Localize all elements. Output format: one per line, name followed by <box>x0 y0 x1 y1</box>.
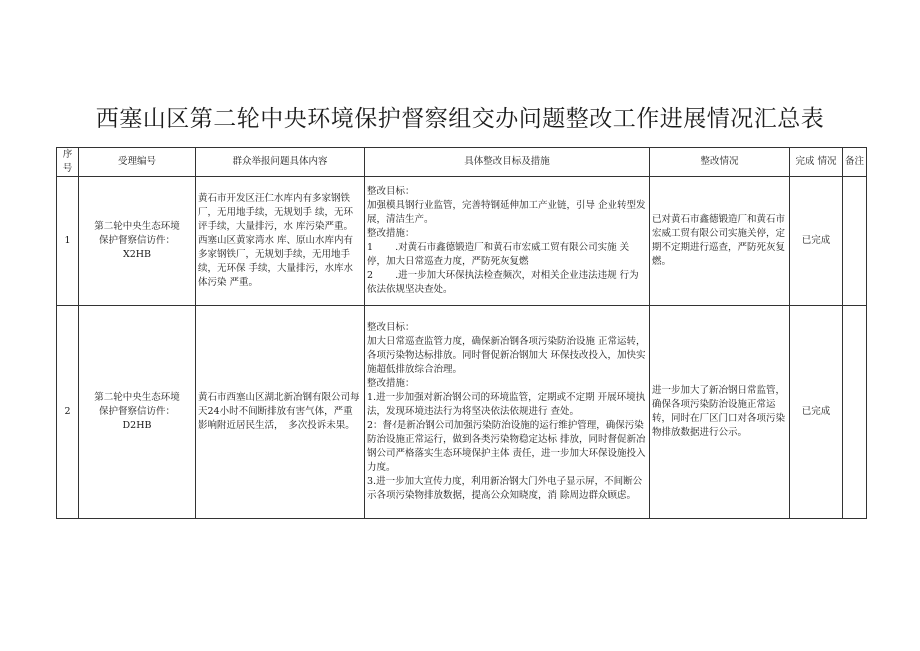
row-status: 进一步加大了新冶钢日常监管，确保各项污染防治设施正常运转，同时在厂区门口对各项污染物排放数据进行公示。 <box>650 306 790 519</box>
case-no-line: 保护督察信访件： <box>98 406 175 417</box>
measure-line: 整改目标： <box>367 322 415 333</box>
measure-line: 3.进一步加大宣传力度，利用新冶钢大门外电子显示屏，不间断公示各项污染物排放数据，提高公众知晓度，消 除周边群众顾虑。 <box>367 476 643 501</box>
header-done: 完成 情况 <box>790 148 843 177</box>
row-measures <box>365 306 650 519</box>
case-no-line: 第二轮中央生态环境 <box>94 221 180 232</box>
row-done: 已完成 <box>790 177 843 306</box>
row-seq: 1 <box>57 177 79 306</box>
header-note: 备注 <box>843 148 867 177</box>
case-no-line: D2HB <box>122 420 152 431</box>
measure-line: 加强模具钢行业监管，完善特钢延伸加工产业链，引导 企业转型发展，清洁生产。 <box>367 200 646 225</box>
measure-line: 加大日常巡查监管力度，确保新冶钢各项污染防治设施 正常运转，各项污染物达标排放。同时督促新冶钢加大 环保技改投入，加快实施超低排放综合治理。 <box>367 336 646 375</box>
row-note <box>843 306 867 519</box>
header-content: 群众举报问题具体内容 <box>196 148 365 177</box>
measure-line: 整改目标： <box>367 186 415 197</box>
table-row <box>57 177 867 306</box>
header-seq: 序号 <box>57 148 79 177</box>
header-case-no: 受理编号 <box>79 148 196 177</box>
header-measures: 具体整改目标及措施 <box>365 148 650 177</box>
header-row <box>57 148 867 177</box>
measure-line: 整改措施： <box>367 378 415 389</box>
progress-summary-table <box>56 147 867 519</box>
page-title: 西塞山区第二轮中央环境保护督察组交办问题整改工作进展情况汇总表 <box>95 106 825 132</box>
case-no-line: 第二轮中央生态环境 <box>94 392 180 403</box>
row-content: 黄石市开发区汪仁水库内有多家钢铁厂，无用地手续，无规划手 续，无环评手续，大量排污，水 库污染严重。西塞山区黄家湾水 库、原山水库内有多家钢铁厂，无规划手续，无用地手续，无环保 手续，大量排污，水库水体污染 严重。 <box>196 177 365 306</box>
row-seq: 2 <box>57 306 79 519</box>
case-no-line: 保护督察信访件： <box>98 235 175 246</box>
row-note <box>843 177 867 306</box>
measure-line: 整改措施： <box>367 228 415 239</box>
table-row <box>57 306 867 519</box>
measure-line: 2 .进一步加大环保执法检查频次，对相关企业违法违规 行为依法依规坚决查处。 <box>367 270 639 295</box>
measure-line: 1 .对黄石市鑫德锻造厂和黄石市宏威工贸有限公司实施 关停，加大日常巡查力度，严防死灰复燃 <box>367 242 630 267</box>
measure-line: 2：督ｲ是新冶钢公司加强污染防治设施的运行维护管理，确保污染防治设施正常运行，做到各类污染物稳定达标 排放，同时督促新冶钢公司严格落实生态环境保护主体 责任，进一步加大环保设施投入力度。 <box>367 420 646 473</box>
measure-line: 1.进一步加强对新冶钢公司的环境监管，定期或不定期 开展环境执法，发现环境违法行为将坚决依法依规进行 查处。 <box>367 392 646 417</box>
row-done: 已完成 <box>790 306 843 519</box>
row-content: 黄石市西塞山区湖北新冶钢有限公司每天24小时不间断排放有害气体，严重影响附近居民生活， 多次投诉未果。 <box>196 306 365 519</box>
case-no-line: X2HB <box>122 249 152 260</box>
row-case-no <box>79 177 196 306</box>
row-measures <box>365 177 650 306</box>
row-status: 已对黄石市鑫德锻造厂和黄石市宏威工贸有限公司实施关停，定期不定期进行巡查，严防死灰复燃。 <box>650 177 790 306</box>
row-case-no <box>79 306 196 519</box>
header-status: 整改情况 <box>650 148 790 177</box>
